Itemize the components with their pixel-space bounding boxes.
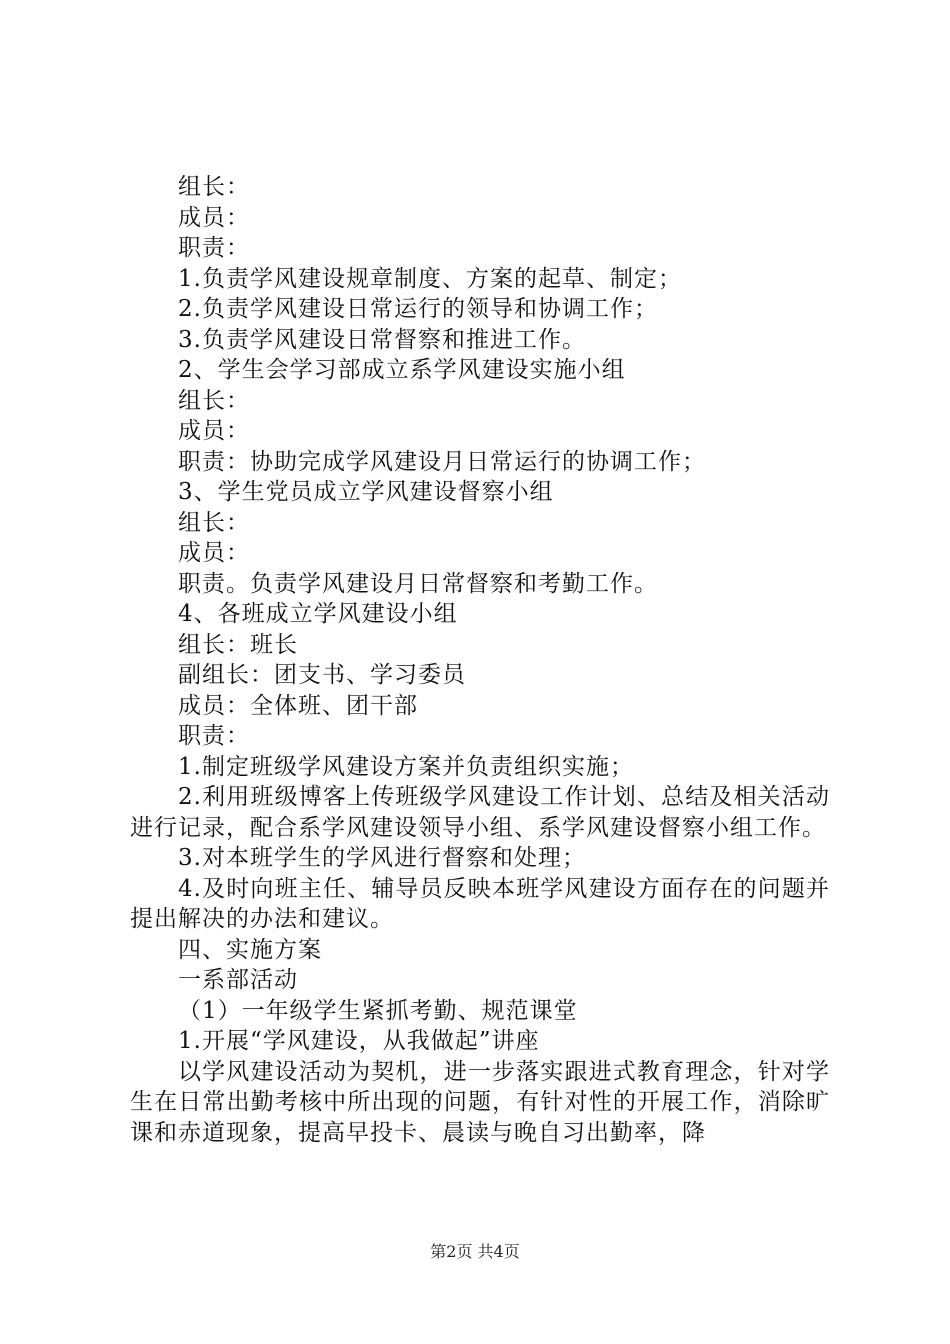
text-line: 3.对本班学生的学风进行督察和处理；	[178, 845, 586, 871]
section-heading: 四、实施方案	[178, 936, 322, 963]
text-line: 一系部活动	[178, 967, 298, 993]
text-line: 组长：班长	[178, 631, 298, 658]
text-line: 组长：	[178, 174, 250, 200]
text-line: 2.负责学风建设日常运行的领导和协调工作；	[178, 296, 658, 322]
text-line: （1）一年级学生紧抓考勤、规范课堂	[178, 997, 578, 1024]
text-line: 副组长：团支书、学习委员	[178, 662, 466, 688]
text-line: 成员：	[178, 540, 250, 566]
section-heading: 2、学生会学习部成立系学风建设实施小组	[178, 357, 626, 383]
text-line: 职责：	[178, 235, 250, 261]
section-heading: 4、各班成立学风建设小组	[178, 601, 458, 627]
page-footer: 第2页 共4页	[430, 1242, 520, 1261]
text-line: 组长：	[178, 509, 250, 536]
text-line: 职责：协助完成学风建设月日常运行的协调工作；	[178, 448, 706, 475]
text-line: 组长：	[178, 387, 250, 414]
text-line: 成员：	[178, 418, 250, 444]
text-line: 成员：全体班、团干部	[178, 692, 418, 719]
text-line: 职责。负责学风建设月日常督察和考勤工作。	[178, 570, 658, 597]
text-line: 成员：	[178, 204, 250, 231]
text-line: 1.制定班级学风建设方案并负责组织实施；	[178, 753, 634, 780]
paragraph: 以学风建设活动为契机，进一步落实跟进式教育理念，针对学生在日常出勤考核中所出现的问题，有针对性的开展工作，消除旷课和赤道现象，提高早投卡、晨读与晚自习出勤率，降	[130, 1058, 830, 1146]
text-line: 职责：	[178, 723, 250, 749]
document-body	[130, 172, 830, 1148]
section-heading: 3、学生党员成立学风建设督察小组	[178, 479, 554, 505]
text-line: 1.负责学风建设规章制度、方案的起草、制定；	[178, 265, 682, 292]
text-line: 3.负责学风建设日常督察和推进工作。	[178, 326, 586, 353]
text-line: 1.开展“学风建设，从我做起”讲座	[178, 1028, 540, 1054]
paragraph: 2.利用班级博客上传班级学风建设工作计划、总结及相关活动进行记录，配合系学风建设领导小组、系学风建设督察小组工作。	[130, 784, 830, 841]
paragraph: 4.及时向班主任、辅导员反映本班学风建设方面存在的问题并提出解决的办法和建议。	[130, 875, 830, 932]
